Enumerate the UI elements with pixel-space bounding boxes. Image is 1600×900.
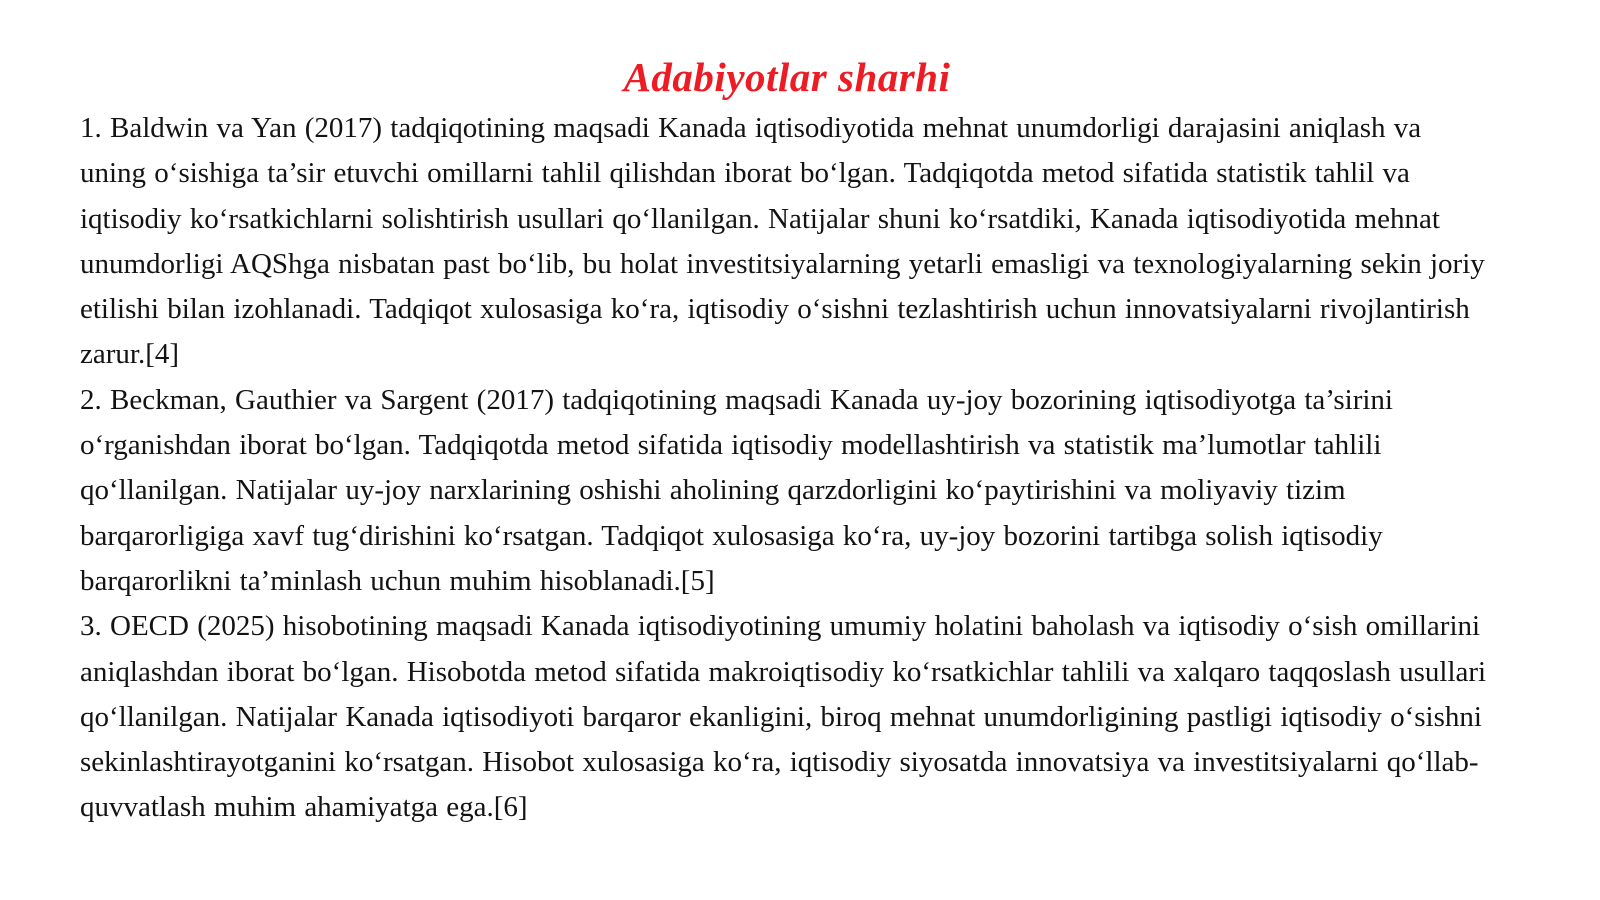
page-title: Adabiyotlar sharhi <box>623 54 951 100</box>
paragraph-baldwin-yan: 1. Baldwin va Yan (2017) tadqiqotining maqsadi Kanada iqtisodiyotida mehnat unumdorligi darajasini aniqlash va uning o‘sishiga ta’sir etuvchi omillarni tahlil qilishdan iborat bo‘lgan. Tadqiqotda metod sifatida statistik tahlil va iqtisodiy ko‘rsatkichlarni solishtirish usullari qo‘llanilgan. Natijalar shuni ko‘rsatdiki, Kanada iqtisodiyotida mehnat unumdorligi AQShga nisbatan past bo‘lib, bu holat investitsiyalarning yetarli emasligi va texnologiyalarning sekin joriy etilishi bilan izohlanadi. Tadqiqot xulosasiga ko‘ra, iqtisodiy o‘sishni tezlashtirish uchun innovatsiyalarni rivojlantirish zarur.[4] <box>80 112 1485 371</box>
document-content <box>80 52 1494 831</box>
literature-review-body <box>80 106 1494 831</box>
paragraph-beckman-gauthier-sargent: 2. Beckman, Gauthier va Sargent (2017) tadqiqotining maqsadi Kanada uy-joy bozorining iqtisodiyotga ta’sirini o‘rganishdan iborat bo‘lgan. Tadqiqotda metod sifatida iqtisodiy modellashtirish va statistik ma’lumotlar tahlili qo‘llanilgan. Natijalar uy-joy narxlarining oshishi aholining qarzdorligini ko‘paytirishini va moliyaviy tizim barqarorligiga xavf tug‘dirishini ko‘rsatgan. Tadqiqot xulosasiga ko‘ra, uy-joy bozorini tartibga solish iqtisodiy barqarorlikni ta’minlash uchun muhim hisoblanadi.[5] <box>80 383 1393 597</box>
paragraph-oecd: 3. OECD (2025) hisobotining maqsadi Kanada iqtisodiyotining umumiy holatini baholash va iqtisodiy o‘sish omillarini aniqlashdan iborat bo‘lgan. Hisobotda metod sifatida makroiqtisodiy ko‘rsatkichlar tahlili va xalqaro taqqoslash usullari qo‘llanilgan. Natijalar Kanada iqtisodiyoti barqaror ekanligini, biroq mehnat unumdorligining pastligi iqtisodiy o‘sishni sekinlashtirayotganini ko‘rsatgan. Hisobot xulosasiga ko‘ra, iqtisodiy siyosatda innovatsiya va investitsiyalarni qo‘llab-quvvatlash muhim ahamiyatga ega.[6] <box>80 610 1487 824</box>
